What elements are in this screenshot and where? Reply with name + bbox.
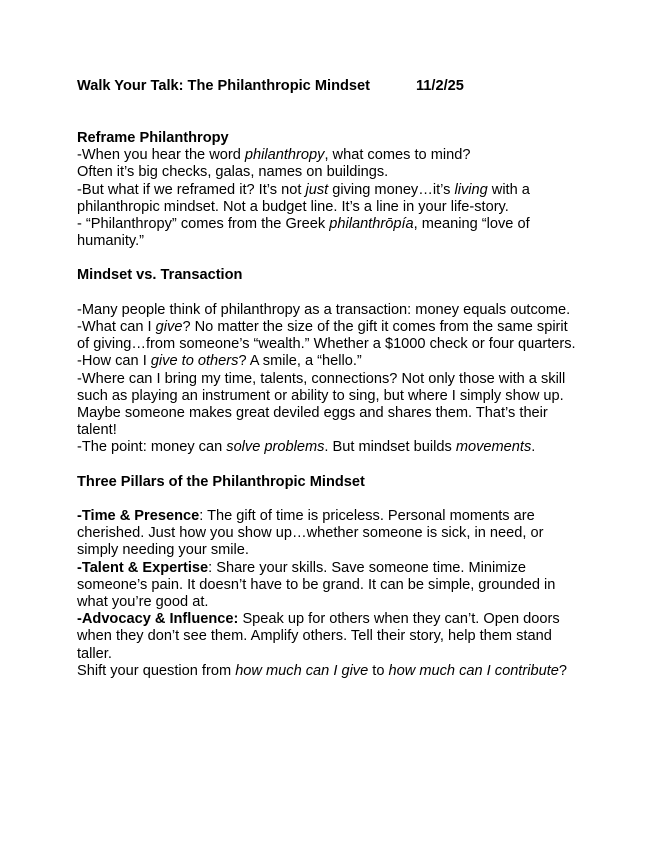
pillar-text: Speak up for others when they can’t. Open doors when they don’t see them. Amplify others. Tell their story, help them stand taller. — [77, 611, 560, 662]
text-run: ? No matter the size of the gift it comes from the same spirit of giving…from someone’s “wealth.” Whether a $1000 check or four quarters. — [77, 319, 576, 353]
spacer — [77, 285, 577, 302]
text-run: - “Philanthropy” comes from the Greek — [77, 216, 330, 233]
pillar-label: -Talent & Expertise — [77, 559, 209, 576]
mindset-line-3 — [77, 353, 577, 370]
emphasis-run: give — [155, 319, 183, 336]
text-run: -What can I — [77, 319, 156, 336]
text-run: to — [368, 662, 389, 679]
reframe-line-1 — [77, 147, 577, 164]
pillar-text: : The gift of time is priceless. Personal moments are cherished. Just how you show up…whether someone is sick, in need, or simply needing your smile. — [77, 508, 544, 559]
text-run: -The point: money can — [77, 439, 227, 456]
mindset-line-1: -Many people think of philanthropy as a transaction: money equals outcome. — [77, 301, 571, 318]
text-run: ? A smile, a “hello.” — [238, 353, 362, 370]
emphasis-run: living — [454, 181, 488, 198]
text-run: giving money…it’s — [328, 181, 455, 198]
reframe-line-3 — [77, 182, 577, 216]
emphasis-run: give to others — [150, 353, 239, 370]
text-run: . — [531, 439, 536, 456]
text-run: -When you hear the word — [77, 147, 245, 164]
section-heading-reframe: Reframe Philanthropy — [77, 130, 229, 146]
text-run: -How can I — [77, 353, 151, 370]
reframe-line-2: Often it’s big checks, galas, names on buildings. — [77, 164, 389, 181]
emphasis-run: solve problems — [226, 439, 325, 456]
title-row — [77, 78, 577, 96]
emphasis-run: how much can I contribute — [388, 662, 559, 679]
document-title: Walk Your Talk: The Philanthropic Mindset — [77, 78, 370, 94]
emphasis-run: just — [305, 181, 329, 198]
document-date: 11/2/25 — [416, 78, 464, 94]
emphasis-run: movements — [455, 439, 532, 456]
mindset-line-5 — [77, 439, 577, 456]
pillar-talent-expertise — [77, 560, 577, 612]
text-run: . But mindset builds — [324, 439, 456, 456]
text-run: , what comes to mind? — [324, 147, 471, 164]
text-run: with a philanthropic mindset. Not a budget line. It’s a line in your life-story. — [77, 181, 530, 215]
text-run: , meaning “love of humanity.” — [77, 216, 530, 250]
spacer — [77, 491, 577, 508]
emphasis-run: philanthrōpía — [329, 216, 414, 233]
emphasis-run: philanthropy — [244, 147, 325, 164]
reframe-line-4 — [77, 216, 577, 250]
pillar-label: -Time & Presence — [77, 508, 200, 525]
text-run: -But what if we reframed it? It’s not — [77, 181, 306, 198]
mindset-line-4: -Where can I bring my time, talents, connections? Not only those with a skill such as playing an instrument or ability to sing, but where I simply show up. Maybe someone makes great deviled eggs and shares them. That’s their talent! — [77, 370, 566, 439]
pillar-label: -Advocacy & Influence: — [77, 611, 239, 628]
emphasis-run: how much can I give — [235, 662, 369, 679]
pillar-text: : Share your skills. Save someone time. Minimize someone’s pain. It doesn’t have to be grand. It can be simple, grounded in what you’re good at. — [77, 559, 556, 611]
section-heading-mindset: Mindset vs. Transaction — [77, 267, 243, 284]
pillar-advocacy-influence — [77, 611, 577, 663]
text-run: Shift your question from — [77, 662, 236, 679]
document-body — [77, 78, 577, 680]
pillar-time-presence — [77, 508, 577, 560]
text-run: ? — [558, 662, 567, 679]
mindset-line-2 — [77, 319, 577, 353]
section-heading-pillars: Three Pillars of the Philanthropic Mindset — [77, 473, 365, 490]
shift-question — [77, 663, 577, 680]
